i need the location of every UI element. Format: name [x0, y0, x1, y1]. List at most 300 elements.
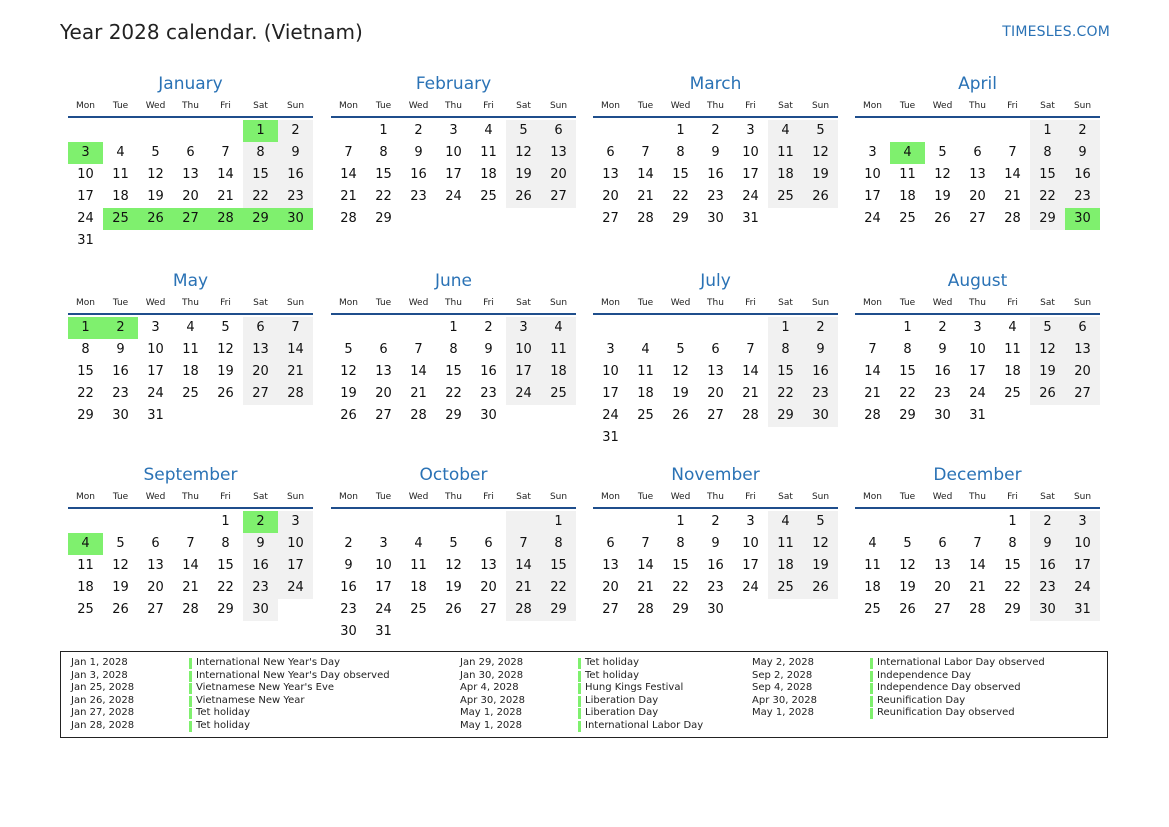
day-cell[interactable]: 1: [221, 514, 230, 529]
day-cell[interactable]: 31: [147, 408, 164, 423]
day-cell[interactable]: 23: [410, 189, 427, 204]
day-cell[interactable]: 29: [445, 408, 462, 423]
day-cell[interactable]: 2: [103, 317, 138, 339]
day-cell[interactable]: 19: [672, 386, 689, 401]
day-cell[interactable]: 26: [1030, 383, 1065, 405]
day-cell[interactable]: 2: [344, 536, 353, 551]
day-cell[interactable]: 11: [899, 167, 916, 182]
day-cell[interactable]: 22: [1030, 186, 1065, 208]
day-cell[interactable]: 7: [1008, 145, 1017, 160]
day-cell[interactable]: 16: [707, 167, 724, 182]
day-cell[interactable]: 8: [541, 533, 576, 555]
day-cell[interactable]: 1: [1008, 514, 1017, 529]
day-cell[interactable]: 25: [541, 383, 576, 405]
day-cell[interactable]: 14: [637, 167, 654, 182]
day-cell[interactable]: 4: [116, 145, 125, 160]
day-cell[interactable]: 13: [1065, 339, 1100, 361]
day-cell[interactable]: 10: [147, 342, 164, 357]
day-cell[interactable]: 16: [1065, 164, 1100, 186]
day-cell[interactable]: 3: [746, 123, 755, 138]
day-cell[interactable]: 10: [375, 558, 392, 573]
day-cell[interactable]: 9: [938, 342, 947, 357]
day-cell[interactable]: 17: [742, 167, 759, 182]
day-cell[interactable]: 2: [938, 320, 947, 335]
day-cell[interactable]: 8: [1030, 142, 1065, 164]
day-cell[interactable]: 25: [480, 189, 497, 204]
day-cell[interactable]: 4: [186, 320, 195, 335]
day-cell[interactable]: 14: [969, 558, 986, 573]
day-cell[interactable]: 3: [151, 320, 160, 335]
day-cell[interactable]: 27: [602, 602, 619, 617]
day-cell[interactable]: 27: [602, 211, 619, 226]
day-cell[interactable]: 22: [672, 580, 689, 595]
day-cell[interactable]: 16: [340, 580, 357, 595]
day-cell[interactable]: 8: [81, 342, 90, 357]
day-cell[interactable]: 8: [768, 339, 803, 361]
day-cell[interactable]: 4: [890, 142, 925, 164]
day-cell[interactable]: 9: [711, 536, 720, 551]
day-cell[interactable]: 16: [934, 364, 951, 379]
day-cell[interactable]: 15: [375, 167, 392, 182]
day-cell[interactable]: 11: [480, 145, 497, 160]
day-cell[interactable]: 22: [1004, 580, 1021, 595]
day-cell[interactable]: 6: [606, 536, 615, 551]
day-cell[interactable]: 5: [221, 320, 230, 335]
day-cell[interactable]: 11: [864, 558, 881, 573]
day-cell[interactable]: 31: [969, 408, 986, 423]
day-cell[interactable]: 13: [707, 364, 724, 379]
day-cell[interactable]: 8: [221, 536, 230, 551]
day-cell[interactable]: 14: [410, 364, 427, 379]
day-cell[interactable]: 14: [864, 364, 881, 379]
day-cell[interactable]: 3: [868, 145, 877, 160]
day-cell[interactable]: 9: [803, 339, 838, 361]
day-cell[interactable]: 20: [182, 189, 199, 204]
day-cell[interactable]: 13: [602, 167, 619, 182]
day-cell[interactable]: 19: [803, 164, 838, 186]
day-cell[interactable]: 2: [484, 320, 493, 335]
day-cell[interactable]: 4: [768, 511, 803, 533]
day-cell[interactable]: 17: [147, 364, 164, 379]
day-cell[interactable]: 28: [182, 602, 199, 617]
day-cell[interactable]: 30: [243, 599, 278, 621]
day-cell[interactable]: 14: [506, 555, 541, 577]
day-cell[interactable]: 28: [410, 408, 427, 423]
day-cell[interactable]: 10: [969, 342, 986, 357]
day-cell[interactable]: 20: [969, 189, 986, 204]
day-cell[interactable]: 5: [803, 120, 838, 142]
day-cell[interactable]: 3: [746, 514, 755, 529]
day-cell[interactable]: 25: [637, 408, 654, 423]
day-cell[interactable]: 29: [672, 602, 689, 617]
day-cell[interactable]: 18: [182, 364, 199, 379]
brand-link[interactable]: TIMESLES.COM: [1002, 24, 1110, 40]
day-cell[interactable]: 17: [278, 555, 313, 577]
day-cell[interactable]: 9: [1065, 142, 1100, 164]
day-cell[interactable]: 24: [602, 408, 619, 423]
day-cell[interactable]: 13: [934, 558, 951, 573]
day-cell[interactable]: 24: [375, 602, 392, 617]
day-cell[interactable]: 10: [602, 364, 619, 379]
day-cell[interactable]: 25: [77, 602, 94, 617]
day-cell[interactable]: 6: [973, 145, 982, 160]
day-cell[interactable]: 16: [410, 167, 427, 182]
day-cell[interactable]: 26: [803, 577, 838, 599]
day-cell[interactable]: 7: [973, 536, 982, 551]
day-cell[interactable]: 1: [449, 320, 458, 335]
day-cell[interactable]: 5: [938, 145, 947, 160]
day-cell[interactable]: 15: [768, 361, 803, 383]
day-cell[interactable]: 9: [243, 533, 278, 555]
day-cell[interactable]: 26: [445, 602, 462, 617]
day-cell[interactable]: 26: [672, 408, 689, 423]
day-cell[interactable]: 18: [541, 361, 576, 383]
day-cell[interactable]: 28: [742, 408, 759, 423]
day-cell[interactable]: 24: [742, 580, 759, 595]
day-cell[interactable]: 3: [449, 123, 458, 138]
day-cell[interactable]: 24: [445, 189, 462, 204]
day-cell[interactable]: 20: [541, 164, 576, 186]
day-cell[interactable]: 30: [1065, 208, 1100, 230]
day-cell[interactable]: 14: [637, 558, 654, 573]
day-cell[interactable]: 7: [641, 536, 650, 551]
day-cell[interactable]: 28: [340, 211, 357, 226]
day-cell[interactable]: 17: [506, 361, 541, 383]
day-cell[interactable]: 17: [602, 386, 619, 401]
day-cell[interactable]: 9: [278, 142, 313, 164]
day-cell[interactable]: 14: [1004, 167, 1021, 182]
day-cell[interactable]: 20: [1065, 361, 1100, 383]
day-cell[interactable]: 22: [217, 580, 234, 595]
day-cell[interactable]: 15: [899, 364, 916, 379]
day-cell[interactable]: 3: [973, 320, 982, 335]
day-cell[interactable]: 23: [340, 602, 357, 617]
day-cell[interactable]: 11: [1004, 342, 1021, 357]
day-cell[interactable]: 27: [934, 602, 951, 617]
day-cell[interactable]: 25: [768, 577, 803, 599]
day-cell[interactable]: 13: [602, 558, 619, 573]
day-cell[interactable]: 18: [1004, 364, 1021, 379]
day-cell[interactable]: 30: [480, 408, 497, 423]
day-cell[interactable]: 14: [278, 339, 313, 361]
day-cell[interactable]: 26: [217, 386, 234, 401]
day-cell[interactable]: 16: [112, 364, 129, 379]
day-cell[interactable]: 7: [641, 145, 650, 160]
day-cell[interactable]: 21: [217, 189, 234, 204]
day-cell[interactable]: 17: [742, 558, 759, 573]
day-cell[interactable]: 1: [243, 120, 278, 142]
day-cell[interactable]: 17: [969, 364, 986, 379]
day-cell[interactable]: 28: [278, 383, 313, 405]
day-cell[interactable]: 10: [742, 145, 759, 160]
day-cell[interactable]: 19: [445, 580, 462, 595]
day-cell[interactable]: 8: [1008, 536, 1017, 551]
day-cell[interactable]: 15: [243, 164, 278, 186]
day-cell[interactable]: 14: [182, 558, 199, 573]
day-cell[interactable]: 30: [803, 405, 838, 427]
day-cell[interactable]: 27: [969, 211, 986, 226]
day-cell[interactable]: 3: [278, 511, 313, 533]
day-cell[interactable]: 2: [1030, 511, 1065, 533]
day-cell[interactable]: 28: [864, 408, 881, 423]
day-cell[interactable]: 25: [864, 602, 881, 617]
day-cell[interactable]: 4: [68, 533, 103, 555]
day-cell[interactable]: 28: [506, 599, 541, 621]
day-cell[interactable]: 12: [899, 558, 916, 573]
day-cell[interactable]: 19: [899, 580, 916, 595]
day-cell[interactable]: 27: [243, 383, 278, 405]
day-cell[interactable]: 18: [410, 580, 427, 595]
day-cell[interactable]: 17: [77, 189, 94, 204]
day-cell[interactable]: 21: [278, 361, 313, 383]
day-cell[interactable]: 27: [480, 602, 497, 617]
day-cell[interactable]: 17: [1065, 555, 1100, 577]
day-cell[interactable]: 16: [278, 164, 313, 186]
day-cell[interactable]: 29: [672, 211, 689, 226]
day-cell[interactable]: 18: [768, 164, 803, 186]
day-cell[interactable]: 19: [112, 580, 129, 595]
day-cell[interactable]: 26: [138, 208, 173, 230]
day-cell[interactable]: 2: [243, 511, 278, 533]
day-cell[interactable]: 24: [278, 577, 313, 599]
day-cell[interactable]: 26: [803, 186, 838, 208]
day-cell[interactable]: 5: [449, 536, 458, 551]
day-cell[interactable]: 15: [445, 364, 462, 379]
day-cell[interactable]: 11: [768, 142, 803, 164]
day-cell[interactable]: 23: [1065, 186, 1100, 208]
day-cell[interactable]: 10: [506, 339, 541, 361]
day-cell[interactable]: 22: [375, 189, 392, 204]
day-cell[interactable]: 7: [278, 317, 313, 339]
day-cell[interactable]: 23: [707, 189, 724, 204]
day-cell[interactable]: 23: [480, 386, 497, 401]
day-cell[interactable]: 22: [899, 386, 916, 401]
day-cell[interactable]: 31: [77, 233, 94, 248]
day-cell[interactable]: 22: [77, 386, 94, 401]
day-cell[interactable]: 24: [1065, 577, 1100, 599]
day-cell[interactable]: 7: [506, 533, 541, 555]
day-cell[interactable]: 18: [77, 580, 94, 595]
day-cell[interactable]: 1: [676, 514, 685, 529]
day-cell[interactable]: 29: [768, 405, 803, 427]
day-cell[interactable]: 30: [707, 602, 724, 617]
day-cell[interactable]: 11: [768, 533, 803, 555]
day-cell[interactable]: 6: [1065, 317, 1100, 339]
day-cell[interactable]: 19: [1030, 361, 1065, 383]
day-cell[interactable]: 13: [541, 142, 576, 164]
day-cell[interactable]: 29: [217, 602, 234, 617]
day-cell[interactable]: 12: [340, 364, 357, 379]
day-cell[interactable]: 10: [278, 533, 313, 555]
day-cell[interactable]: 6: [541, 120, 576, 142]
day-cell[interactable]: 16: [480, 364, 497, 379]
day-cell[interactable]: 29: [541, 599, 576, 621]
day-cell[interactable]: 23: [934, 386, 951, 401]
day-cell[interactable]: 28: [1004, 211, 1021, 226]
day-cell[interactable]: 27: [1065, 383, 1100, 405]
day-cell[interactable]: 5: [676, 342, 685, 357]
day-cell[interactable]: 28: [208, 208, 243, 230]
day-cell[interactable]: 16: [1030, 555, 1065, 577]
day-cell[interactable]: 20: [147, 580, 164, 595]
day-cell[interactable]: 26: [340, 408, 357, 423]
day-cell[interactable]: 21: [637, 580, 654, 595]
day-cell[interactable]: 9: [711, 145, 720, 160]
day-cell[interactable]: 11: [182, 342, 199, 357]
day-cell[interactable]: 12: [1030, 339, 1065, 361]
day-cell[interactable]: 29: [899, 408, 916, 423]
day-cell[interactable]: 27: [375, 408, 392, 423]
day-cell[interactable]: 2: [414, 123, 423, 138]
day-cell[interactable]: 18: [768, 555, 803, 577]
day-cell[interactable]: 28: [969, 602, 986, 617]
day-cell[interactable]: 31: [375, 624, 392, 639]
day-cell[interactable]: 20: [480, 580, 497, 595]
day-cell[interactable]: 7: [746, 342, 755, 357]
day-cell[interactable]: 1: [676, 123, 685, 138]
day-cell[interactable]: 26: [112, 602, 129, 617]
day-cell[interactable]: 15: [1030, 164, 1065, 186]
day-cell[interactable]: 9: [414, 145, 423, 160]
day-cell[interactable]: 12: [445, 558, 462, 573]
day-cell[interactable]: 19: [506, 164, 541, 186]
day-cell[interactable]: 25: [1004, 386, 1021, 401]
day-cell[interactable]: 30: [1030, 599, 1065, 621]
day-cell[interactable]: 19: [934, 189, 951, 204]
day-cell[interactable]: 22: [541, 577, 576, 599]
day-cell[interactable]: 8: [903, 342, 912, 357]
day-cell[interactable]: 6: [606, 145, 615, 160]
day-cell[interactable]: 13: [969, 167, 986, 182]
day-cell[interactable]: 21: [637, 189, 654, 204]
day-cell[interactable]: 20: [375, 386, 392, 401]
day-cell[interactable]: 15: [541, 555, 576, 577]
day-cell[interactable]: 8: [449, 342, 458, 357]
day-cell[interactable]: 25: [103, 208, 138, 230]
day-cell[interactable]: 18: [112, 189, 129, 204]
day-cell[interactable]: 7: [414, 342, 423, 357]
day-cell[interactable]: 16: [243, 555, 278, 577]
day-cell[interactable]: 13: [182, 167, 199, 182]
day-cell[interactable]: 24: [969, 386, 986, 401]
day-cell[interactable]: 19: [340, 386, 357, 401]
day-cell[interactable]: 29: [375, 211, 392, 226]
day-cell[interactable]: 20: [602, 189, 619, 204]
day-cell[interactable]: 12: [803, 533, 838, 555]
day-cell[interactable]: 21: [1004, 189, 1021, 204]
day-cell[interactable]: 22: [243, 186, 278, 208]
day-cell[interactable]: 20: [602, 580, 619, 595]
day-cell[interactable]: 13: [243, 339, 278, 361]
day-cell[interactable]: 29: [77, 408, 94, 423]
day-cell[interactable]: 15: [672, 558, 689, 573]
day-cell[interactable]: 23: [803, 383, 838, 405]
day-cell[interactable]: 7: [344, 145, 353, 160]
day-cell[interactable]: 28: [637, 211, 654, 226]
day-cell[interactable]: 1: [1030, 120, 1065, 142]
day-cell[interactable]: 30: [934, 408, 951, 423]
day-cell[interactable]: 1: [903, 320, 912, 335]
day-cell[interactable]: 3: [506, 317, 541, 339]
day-cell[interactable]: 11: [637, 364, 654, 379]
day-cell[interactable]: 13: [375, 364, 392, 379]
day-cell[interactable]: 19: [217, 364, 234, 379]
day-cell[interactable]: 2: [711, 514, 720, 529]
day-cell[interactable]: 21: [864, 386, 881, 401]
day-cell[interactable]: 25: [410, 602, 427, 617]
day-cell[interactable]: 5: [1030, 317, 1065, 339]
day-cell[interactable]: 3: [379, 536, 388, 551]
day-cell[interactable]: 17: [864, 189, 881, 204]
day-cell[interactable]: 19: [147, 189, 164, 204]
day-cell[interactable]: 6: [711, 342, 720, 357]
day-cell[interactable]: 10: [742, 536, 759, 551]
day-cell[interactable]: 2: [278, 120, 313, 142]
day-cell[interactable]: 25: [899, 211, 916, 226]
day-cell[interactable]: 4: [414, 536, 423, 551]
day-cell[interactable]: 11: [410, 558, 427, 573]
day-cell[interactable]: 21: [506, 577, 541, 599]
day-cell[interactable]: 15: [217, 558, 234, 573]
day-cell[interactable]: 21: [340, 189, 357, 204]
day-cell[interactable]: 9: [344, 558, 353, 573]
day-cell[interactable]: 21: [410, 386, 427, 401]
day-cell[interactable]: 5: [344, 342, 353, 357]
day-cell[interactable]: 23: [707, 580, 724, 595]
day-cell[interactable]: 1: [541, 511, 576, 533]
day-cell[interactable]: 29: [243, 208, 278, 230]
day-cell[interactable]: 12: [803, 142, 838, 164]
day-cell[interactable]: 31: [742, 211, 759, 226]
day-cell[interactable]: 20: [707, 386, 724, 401]
day-cell[interactable]: 22: [768, 383, 803, 405]
day-cell[interactable]: 4: [541, 317, 576, 339]
day-cell[interactable]: 2: [803, 317, 838, 339]
day-cell[interactable]: 12: [112, 558, 129, 573]
day-cell[interactable]: 31: [602, 430, 619, 445]
day-cell[interactable]: 23: [243, 577, 278, 599]
day-cell[interactable]: 22: [672, 189, 689, 204]
day-cell[interactable]: 19: [803, 555, 838, 577]
day-cell[interactable]: 22: [445, 386, 462, 401]
day-cell[interactable]: 2: [711, 123, 720, 138]
day-cell[interactable]: 11: [112, 167, 129, 182]
day-cell[interactable]: 17: [445, 167, 462, 182]
day-cell[interactable]: 8: [676, 145, 685, 160]
day-cell[interactable]: 30: [340, 624, 357, 639]
day-cell[interactable]: 5: [116, 536, 125, 551]
day-cell[interactable]: 23: [278, 186, 313, 208]
day-cell[interactable]: 16: [707, 558, 724, 573]
day-cell[interactable]: 10: [77, 167, 94, 182]
day-cell[interactable]: 5: [151, 145, 160, 160]
day-cell[interactable]: 17: [375, 580, 392, 595]
day-cell[interactable]: 3: [1065, 511, 1100, 533]
day-cell[interactable]: 14: [340, 167, 357, 182]
day-cell[interactable]: 12: [672, 364, 689, 379]
day-cell[interactable]: 31: [1065, 599, 1100, 621]
day-cell[interactable]: 26: [506, 186, 541, 208]
day-cell[interactable]: 18: [480, 167, 497, 182]
day-cell[interactable]: 30: [707, 211, 724, 226]
day-cell[interactable]: 12: [506, 142, 541, 164]
day-cell[interactable]: 25: [182, 386, 199, 401]
day-cell[interactable]: 9: [116, 342, 125, 357]
day-cell[interactable]: 20: [243, 361, 278, 383]
day-cell[interactable]: 4: [484, 123, 493, 138]
day-cell[interactable]: 5: [903, 536, 912, 551]
day-cell[interactable]: 27: [707, 408, 724, 423]
